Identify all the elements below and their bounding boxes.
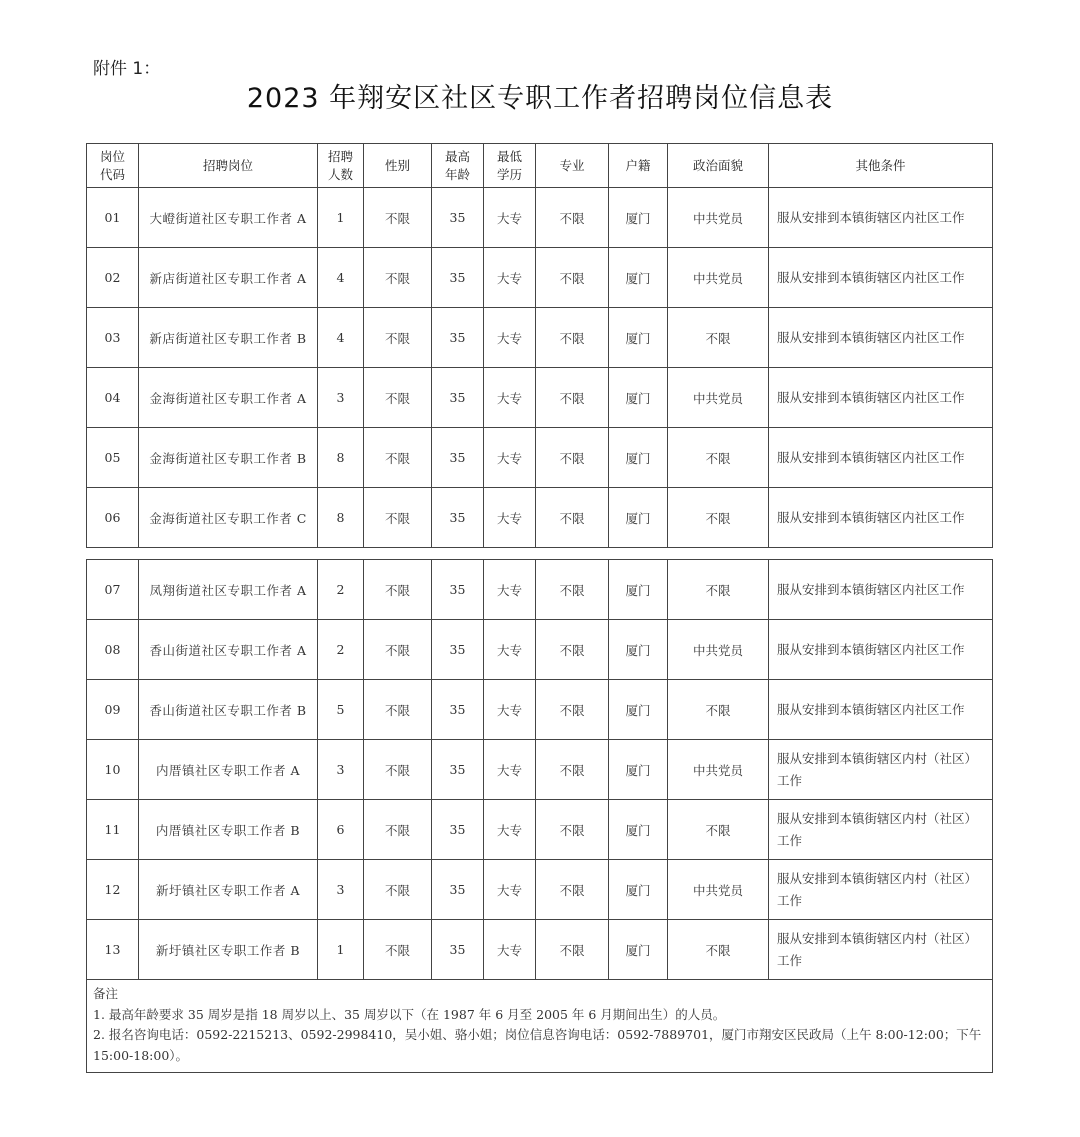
cell-position: 凤翔街道社区专职工作者 A <box>139 560 318 620</box>
cell-min-education: 大专 <box>484 560 536 620</box>
header-other-conditions: 其他条件 <box>769 144 993 188</box>
cell-code: 04 <box>87 368 139 428</box>
cell-other-conditions: 服从安排到本镇街辖区内社区工作 <box>769 188 993 248</box>
cell-other-conditions: 服从安排到本镇街辖区内村（社区）工作 <box>769 800 993 860</box>
cell-other-conditions: 服从安排到本镇街辖区内村（社区）工作 <box>769 920 993 980</box>
cell-other-conditions: 服从安排到本镇街辖区内社区工作 <box>769 620 993 680</box>
recruitment-table-part-1 <box>86 143 993 548</box>
cell-hukou: 厦门 <box>609 428 668 488</box>
header-max-age: 最高 年龄 <box>432 144 484 188</box>
cell-position: 新圩镇社区专职工作者 A <box>139 860 318 920</box>
notes-row <box>87 980 993 1073</box>
cell-hukou: 厦门 <box>609 188 668 248</box>
cell-count: 2 <box>318 560 364 620</box>
cell-max-age: 35 <box>432 308 484 368</box>
cell-politics: 不限 <box>668 488 769 548</box>
cell-code: 10 <box>87 740 139 800</box>
cell-max-age: 35 <box>432 800 484 860</box>
cell-max-age: 35 <box>432 740 484 800</box>
header-major: 专业 <box>536 144 609 188</box>
cell-max-age: 35 <box>432 560 484 620</box>
table-row <box>87 860 993 920</box>
table-header-row <box>87 144 993 188</box>
cell-gender: 不限 <box>364 188 432 248</box>
cell-hukou: 厦门 <box>609 860 668 920</box>
cell-count: 8 <box>318 488 364 548</box>
cell-min-education: 大专 <box>484 920 536 980</box>
cell-major: 不限 <box>536 488 609 548</box>
cell-code: 01 <box>87 188 139 248</box>
notes-cell <box>87 980 993 1073</box>
cell-position: 新店街道社区专职工作者 B <box>139 308 318 368</box>
cell-politics: 中共党员 <box>668 740 769 800</box>
cell-gender: 不限 <box>364 428 432 488</box>
cell-max-age: 35 <box>432 188 484 248</box>
cell-count: 6 <box>318 800 364 860</box>
cell-gender: 不限 <box>364 368 432 428</box>
cell-other-conditions: 服从安排到本镇街辖区内社区工作 <box>769 308 993 368</box>
cell-other-conditions: 服从安排到本镇街辖区内社区工作 <box>769 248 993 308</box>
cell-max-age: 35 <box>432 620 484 680</box>
cell-hukou: 厦门 <box>609 740 668 800</box>
cell-min-education: 大专 <box>484 800 536 860</box>
cell-hukou: 厦门 <box>609 248 668 308</box>
cell-other-conditions: 服从安排到本镇街辖区内村（社区）工作 <box>769 860 993 920</box>
cell-other-conditions: 服从安排到本镇街辖区内社区工作 <box>769 368 993 428</box>
cell-politics: 中共党员 <box>668 860 769 920</box>
table-row <box>87 680 993 740</box>
cell-count: 3 <box>318 740 364 800</box>
table-row <box>87 488 993 548</box>
cell-hukou: 厦门 <box>609 620 668 680</box>
cell-major: 不限 <box>536 368 609 428</box>
cell-count: 1 <box>318 188 364 248</box>
header-position: 招聘岗位 <box>139 144 318 188</box>
table-row <box>87 428 993 488</box>
cell-count: 5 <box>318 680 364 740</box>
cell-code: 13 <box>87 920 139 980</box>
cell-hukou: 厦门 <box>609 368 668 428</box>
cell-position: 香山街道社区专职工作者 A <box>139 620 318 680</box>
cell-code: 06 <box>87 488 139 548</box>
cell-gender: 不限 <box>364 920 432 980</box>
cell-code: 09 <box>87 680 139 740</box>
cell-max-age: 35 <box>432 488 484 548</box>
cell-other-conditions: 服从安排到本镇街辖区内社区工作 <box>769 428 993 488</box>
table-row <box>87 248 993 308</box>
notes-line-1: 1. 最高年龄要求 35 周岁是指 18 周岁以上、35 周岁以下（在 1987 年 6 月至 2005 年 6 月期间出生）的人员。 <box>93 1006 726 1022</box>
cell-other-conditions: 服从安排到本镇街辖区内社区工作 <box>769 560 993 620</box>
table-row <box>87 800 993 860</box>
cell-count: 8 <box>318 428 364 488</box>
cell-other-conditions: 服从安排到本镇街辖区内社区工作 <box>769 488 993 548</box>
table-row <box>87 308 993 368</box>
cell-gender: 不限 <box>364 308 432 368</box>
header-code: 岗位 代码 <box>87 144 139 188</box>
cell-major: 不限 <box>536 188 609 248</box>
recruitment-table-part-2 <box>86 559 993 1073</box>
cell-max-age: 35 <box>432 428 484 488</box>
cell-hukou: 厦门 <box>609 308 668 368</box>
cell-politics: 中共党员 <box>668 620 769 680</box>
cell-major: 不限 <box>536 860 609 920</box>
cell-gender: 不限 <box>364 740 432 800</box>
notes-label: 备注 <box>93 986 119 1001</box>
attachment-label: 附件 1： <box>93 59 161 79</box>
cell-max-age: 35 <box>432 680 484 740</box>
cell-gender: 不限 <box>364 488 432 548</box>
cell-major: 不限 <box>536 248 609 308</box>
cell-position: 内厝镇社区专职工作者 B <box>139 800 318 860</box>
cell-max-age: 35 <box>432 860 484 920</box>
cell-gender: 不限 <box>364 860 432 920</box>
page-title: 2023 年翔安区社区专职工作者招聘岗位信息表 <box>246 83 834 114</box>
header-count: 招聘 人数 <box>318 144 364 188</box>
cell-count: 3 <box>318 368 364 428</box>
notes-line-3: 15:00-18:00）。 <box>93 1047 189 1063</box>
cell-count: 1 <box>318 920 364 980</box>
cell-major: 不限 <box>536 740 609 800</box>
cell-hukou: 厦门 <box>609 560 668 620</box>
table-row <box>87 560 993 620</box>
cell-hukou: 厦门 <box>609 920 668 980</box>
table-row <box>87 188 993 248</box>
cell-hukou: 厦门 <box>609 680 668 740</box>
cell-min-education: 大专 <box>484 860 536 920</box>
cell-count: 3 <box>318 860 364 920</box>
cell-position: 新店街道社区专职工作者 A <box>139 248 318 308</box>
cell-code: 05 <box>87 428 139 488</box>
cell-position: 金海街道社区专职工作者 B <box>139 428 318 488</box>
cell-count: 2 <box>318 620 364 680</box>
cell-position: 大嶝街道社区专职工作者 A <box>139 188 318 248</box>
cell-politics: 不限 <box>668 428 769 488</box>
cell-min-education: 大专 <box>484 248 536 308</box>
header-hukou: 户籍 <box>609 144 668 188</box>
cell-hukou: 厦门 <box>609 800 668 860</box>
cell-politics: 不限 <box>668 308 769 368</box>
cell-gender: 不限 <box>364 248 432 308</box>
table-row <box>87 620 993 680</box>
header-politics: 政治面貌 <box>668 144 769 188</box>
cell-major: 不限 <box>536 620 609 680</box>
cell-politics: 不限 <box>668 920 769 980</box>
cell-min-education: 大专 <box>484 488 536 548</box>
cell-min-education: 大专 <box>484 620 536 680</box>
cell-code: 08 <box>87 620 139 680</box>
cell-hukou: 厦门 <box>609 488 668 548</box>
header-gender: 性别 <box>364 144 432 188</box>
cell-code: 03 <box>87 308 139 368</box>
cell-min-education: 大专 <box>484 188 536 248</box>
notes-line-2: 2. 报名咨询电话：0592-2215213、0592-2998410，吴小姐、骆小姐；岗位信息咨询电话：0592-7889701，厦门市翔安区民政局（上午 8:00-12:00；下午 <box>93 1027 982 1042</box>
cell-position: 金海街道社区专职工作者 C <box>139 488 318 548</box>
cell-politics: 中共党员 <box>668 368 769 428</box>
cell-major: 不限 <box>536 680 609 740</box>
cell-gender: 不限 <box>364 680 432 740</box>
cell-position: 内厝镇社区专职工作者 A <box>139 740 318 800</box>
cell-major: 不限 <box>536 920 609 980</box>
cell-politics: 不限 <box>668 800 769 860</box>
cell-politics: 中共党员 <box>668 188 769 248</box>
cell-code: 07 <box>87 560 139 620</box>
cell-gender: 不限 <box>364 800 432 860</box>
cell-max-age: 35 <box>432 368 484 428</box>
cell-min-education: 大专 <box>484 308 536 368</box>
cell-count: 4 <box>318 248 364 308</box>
table-row <box>87 740 993 800</box>
cell-max-age: 35 <box>432 248 484 308</box>
cell-other-conditions: 服从安排到本镇街辖区内社区工作 <box>769 680 993 740</box>
cell-major: 不限 <box>536 560 609 620</box>
cell-code: 12 <box>87 860 139 920</box>
cell-min-education: 大专 <box>484 428 536 488</box>
table-row <box>87 920 993 980</box>
cell-politics: 不限 <box>668 560 769 620</box>
cell-min-education: 大专 <box>484 740 536 800</box>
cell-politics: 中共党员 <box>668 248 769 308</box>
cell-major: 不限 <box>536 428 609 488</box>
cell-position: 金海街道社区专职工作者 A <box>139 368 318 428</box>
cell-max-age: 35 <box>432 920 484 980</box>
cell-position: 香山街道社区专职工作者 B <box>139 680 318 740</box>
cell-politics: 不限 <box>668 680 769 740</box>
cell-major: 不限 <box>536 308 609 368</box>
cell-code: 11 <box>87 800 139 860</box>
cell-code: 02 <box>87 248 139 308</box>
cell-min-education: 大专 <box>484 368 536 428</box>
header-min-education: 最低 学历 <box>484 144 536 188</box>
cell-position: 新圩镇社区专职工作者 B <box>139 920 318 980</box>
cell-gender: 不限 <box>364 560 432 620</box>
cell-other-conditions: 服从安排到本镇街辖区内村（社区）工作 <box>769 740 993 800</box>
cell-gender: 不限 <box>364 620 432 680</box>
cell-min-education: 大专 <box>484 680 536 740</box>
cell-major: 不限 <box>536 800 609 860</box>
cell-count: 4 <box>318 308 364 368</box>
table-row <box>87 368 993 428</box>
